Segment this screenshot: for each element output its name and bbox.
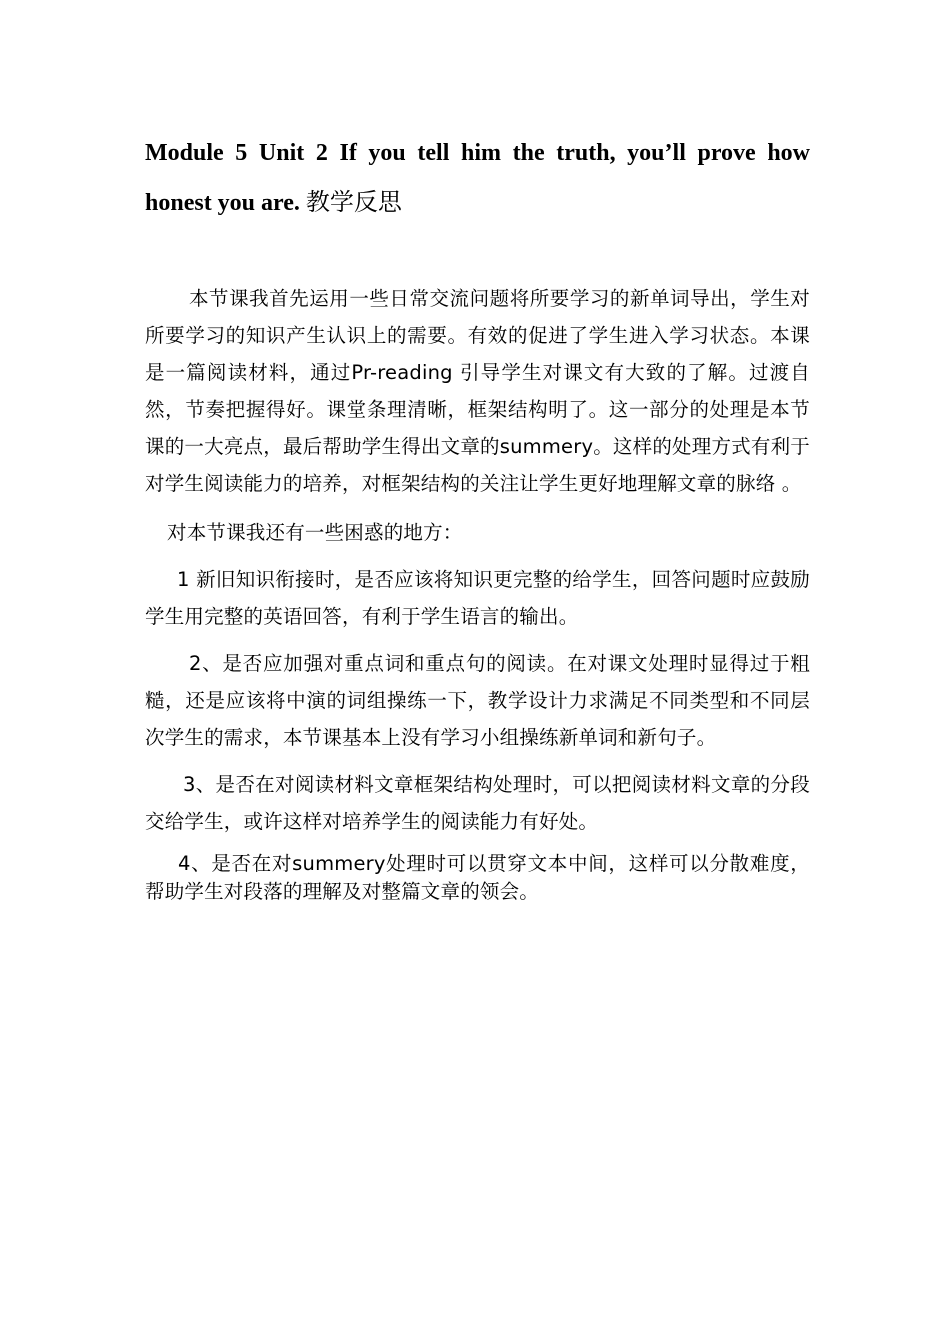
paragraph-doubts-heading: 对本节课我还有一些困惑的地方： xyxy=(167,521,463,544)
paragraph-intro: 本节课我首先运用一些日常交流问题将所要学习的新单词导出，学生对所要学习的知识产生认识上的需要。有效的促进了学生进入学习状态。本课是一篇阅读材料，通过Pr-reading 引导学生对课文有大致的了解。过渡自然，节奏把握得好。课堂条理清晰，框架结构明了。这一部分的处理是本节课的一大亮点，最后帮助学生得出文章的summery。这样的处理方式有利于对学生阅读能力的培养，对框架结构的关注让学生更好地理解文章的脉络 。 xyxy=(145,287,810,495)
paragraph-doubt-2: 2、是否应加强对重点词和重点句的阅读。在对课文处理时显得过于粗糙，还是应该将中演的词组操练一下，教学设计力求满足不同类型和不同层次学生的需求，本节课基本上没有学习小组操练新单词和新句子。 xyxy=(145,652,810,749)
paragraph-doubt-3: 3、是否在对阅读材料文章框架结构处理时，可以把阅读材料文章的分段交给学生，或许这样对培养学生的阅读能力有好处。 xyxy=(145,773,810,833)
title-english: Module 5 Unit 2 If you tell him the truth, you’ll prove how honest you are. xyxy=(145,140,810,216)
document-body xyxy=(145,128,810,906)
title-chinese: 教学反思 xyxy=(305,190,402,216)
document-title xyxy=(145,128,810,228)
paragraph-doubt-1: 1 新旧知识衔接时，是否应该将知识更完整的给学生，回答问题时应鼓励学生用完整的英语回答，有利于学生语言的输出。 xyxy=(145,568,810,628)
paragraph-doubt-4: 4、是否在对summery处理时可以贯穿文本中间，这样可以分散难度，帮助学生对段落的理解及对整篇文章的领会。 xyxy=(145,852,810,903)
